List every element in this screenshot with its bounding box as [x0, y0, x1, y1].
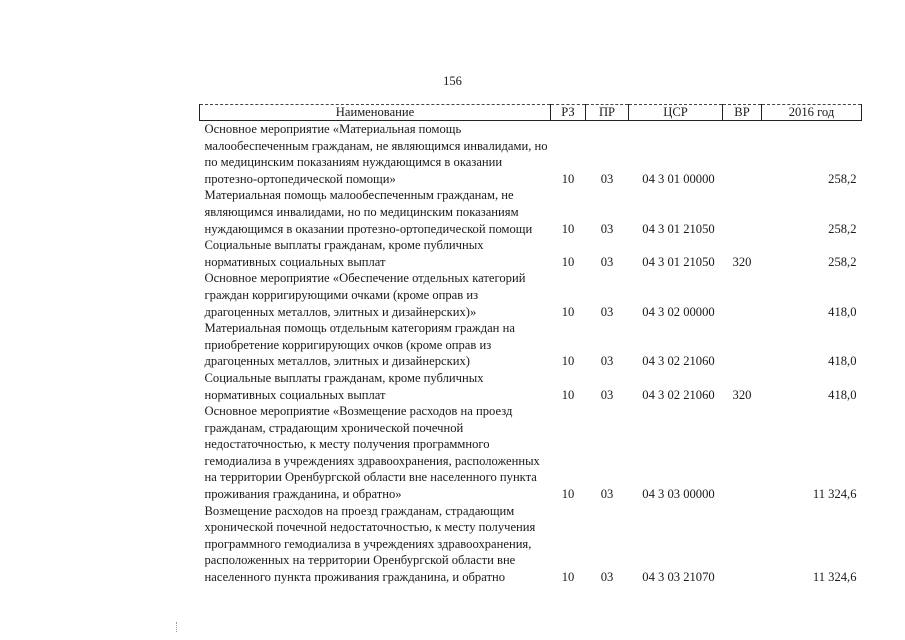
- table-row: [200, 370, 862, 403]
- header-rz: РЗ: [551, 105, 586, 121]
- row-csr: 04 3 01 00000: [642, 171, 715, 186]
- header-name: Наименование: [200, 105, 551, 121]
- row-rz: 10: [561, 387, 575, 402]
- row-vr: [723, 121, 762, 188]
- row-csr: 04 3 02 21060: [642, 354, 715, 369]
- header-csr: ЦСР: [629, 105, 723, 121]
- row-year: 11 324,6: [812, 570, 857, 585]
- row-vr: [723, 403, 762, 503]
- row-pr: 03: [600, 221, 614, 236]
- row-rz: 10: [561, 354, 575, 369]
- row-pr: 03: [600, 487, 614, 502]
- row-pr: 03: [600, 304, 614, 319]
- row-name: Основное мероприятие «Материальная помощь малообеспеченным гражданам, не являющимся инвалидами, но по медицинским показаниям нуждающимся в оказании протезно-ортопедической помощи»: [204, 122, 548, 186]
- row-vr: 320: [732, 387, 752, 402]
- row-csr: 04 3 03 00000: [642, 487, 715, 502]
- row-vr: [723, 503, 762, 586]
- row-csr: 04 3 02 00000: [642, 304, 715, 319]
- row-name: Социальные выплаты гражданам, кроме публичных нормативных социальных выплат: [204, 370, 484, 402]
- row-rz: 10: [561, 570, 575, 585]
- row-pr: 03: [600, 570, 614, 585]
- row-name: Материальная помощь отдельным категориям граждан на приобретение корригирующих очков (кроме оправ из драгоценных металлов, элитных и дизайнерских): [204, 321, 515, 369]
- page-number: 156: [443, 74, 462, 88]
- table-row: [200, 270, 862, 320]
- row-rz: 10: [561, 221, 575, 236]
- table-header-row: [200, 105, 862, 121]
- row-vr: 320: [732, 254, 752, 269]
- table-row: [200, 320, 862, 370]
- row-rz: 10: [561, 171, 575, 186]
- row-csr: 04 3 01 21050: [642, 254, 715, 269]
- row-year: 11 324,6: [812, 487, 857, 502]
- row-name: Основное мероприятие «Обеспечение отдельных категорий граждан корригирующими очками (кроме оправ из драгоценных металлов, элитных и дизайнерских)»: [204, 271, 526, 319]
- row-name: Основное мероприятие «Возмещение расходов на проезд гражданам, страдающим хронической почечной недостаточностью, к месту получения программного гемодиализа в учреждениях здравоохранения, расположенных на территории Оренбургской области вне населенного пункта проживания гражданина, и обратно»: [204, 404, 540, 502]
- row-csr: 04 3 01 21050: [642, 221, 715, 236]
- row-vr: [723, 187, 762, 237]
- row-year: 418,0: [828, 354, 857, 369]
- row-rz: 10: [561, 304, 575, 319]
- header-vr: ВР: [723, 105, 762, 121]
- table-row: [200, 187, 862, 237]
- header-pr: ПР: [586, 105, 629, 121]
- table-row: [200, 237, 862, 270]
- row-year: 418,0: [828, 387, 857, 402]
- row-pr: 03: [600, 254, 614, 269]
- row-pr: 03: [600, 354, 614, 369]
- row-year: 258,2: [828, 221, 857, 236]
- row-name: Возмещение расходов на проезд гражданам, страдающим хронической почечной недостаточностью, к месту получения программного гемодиализа в учреждениях здравоохранения, расположенных на территории Оренбургской области вне населенного пункта проживания гражданина, и обратно: [204, 503, 536, 585]
- row-pr: 03: [600, 171, 614, 186]
- scan-margin-mark: [176, 622, 179, 632]
- row-rz: 10: [561, 254, 575, 269]
- header-year: 2016 год: [762, 105, 862, 121]
- table-row: [200, 403, 862, 503]
- row-csr: 04 3 02 21060: [642, 387, 715, 402]
- row-pr: 03: [600, 387, 614, 402]
- row-vr: [723, 320, 762, 370]
- row-year: 258,2: [828, 254, 857, 269]
- row-year: 258,2: [828, 171, 857, 186]
- table-row: [200, 503, 862, 586]
- row-csr: 04 3 03 21070: [642, 570, 715, 585]
- row-year: 418,0: [828, 304, 857, 319]
- row-name: Социальные выплаты гражданам, кроме публичных нормативных социальных выплат: [204, 238, 484, 269]
- row-name: Материальная помощь малообеспеченным гражданам, не являющимся инвалидами, но по медицинским показаниям нуждающимся в оказании протезно-ортопедической помощи: [204, 188, 533, 236]
- row-rz: 10: [561, 487, 575, 502]
- table-row: [200, 121, 862, 188]
- budget-table: [199, 104, 862, 586]
- row-vr: [723, 270, 762, 320]
